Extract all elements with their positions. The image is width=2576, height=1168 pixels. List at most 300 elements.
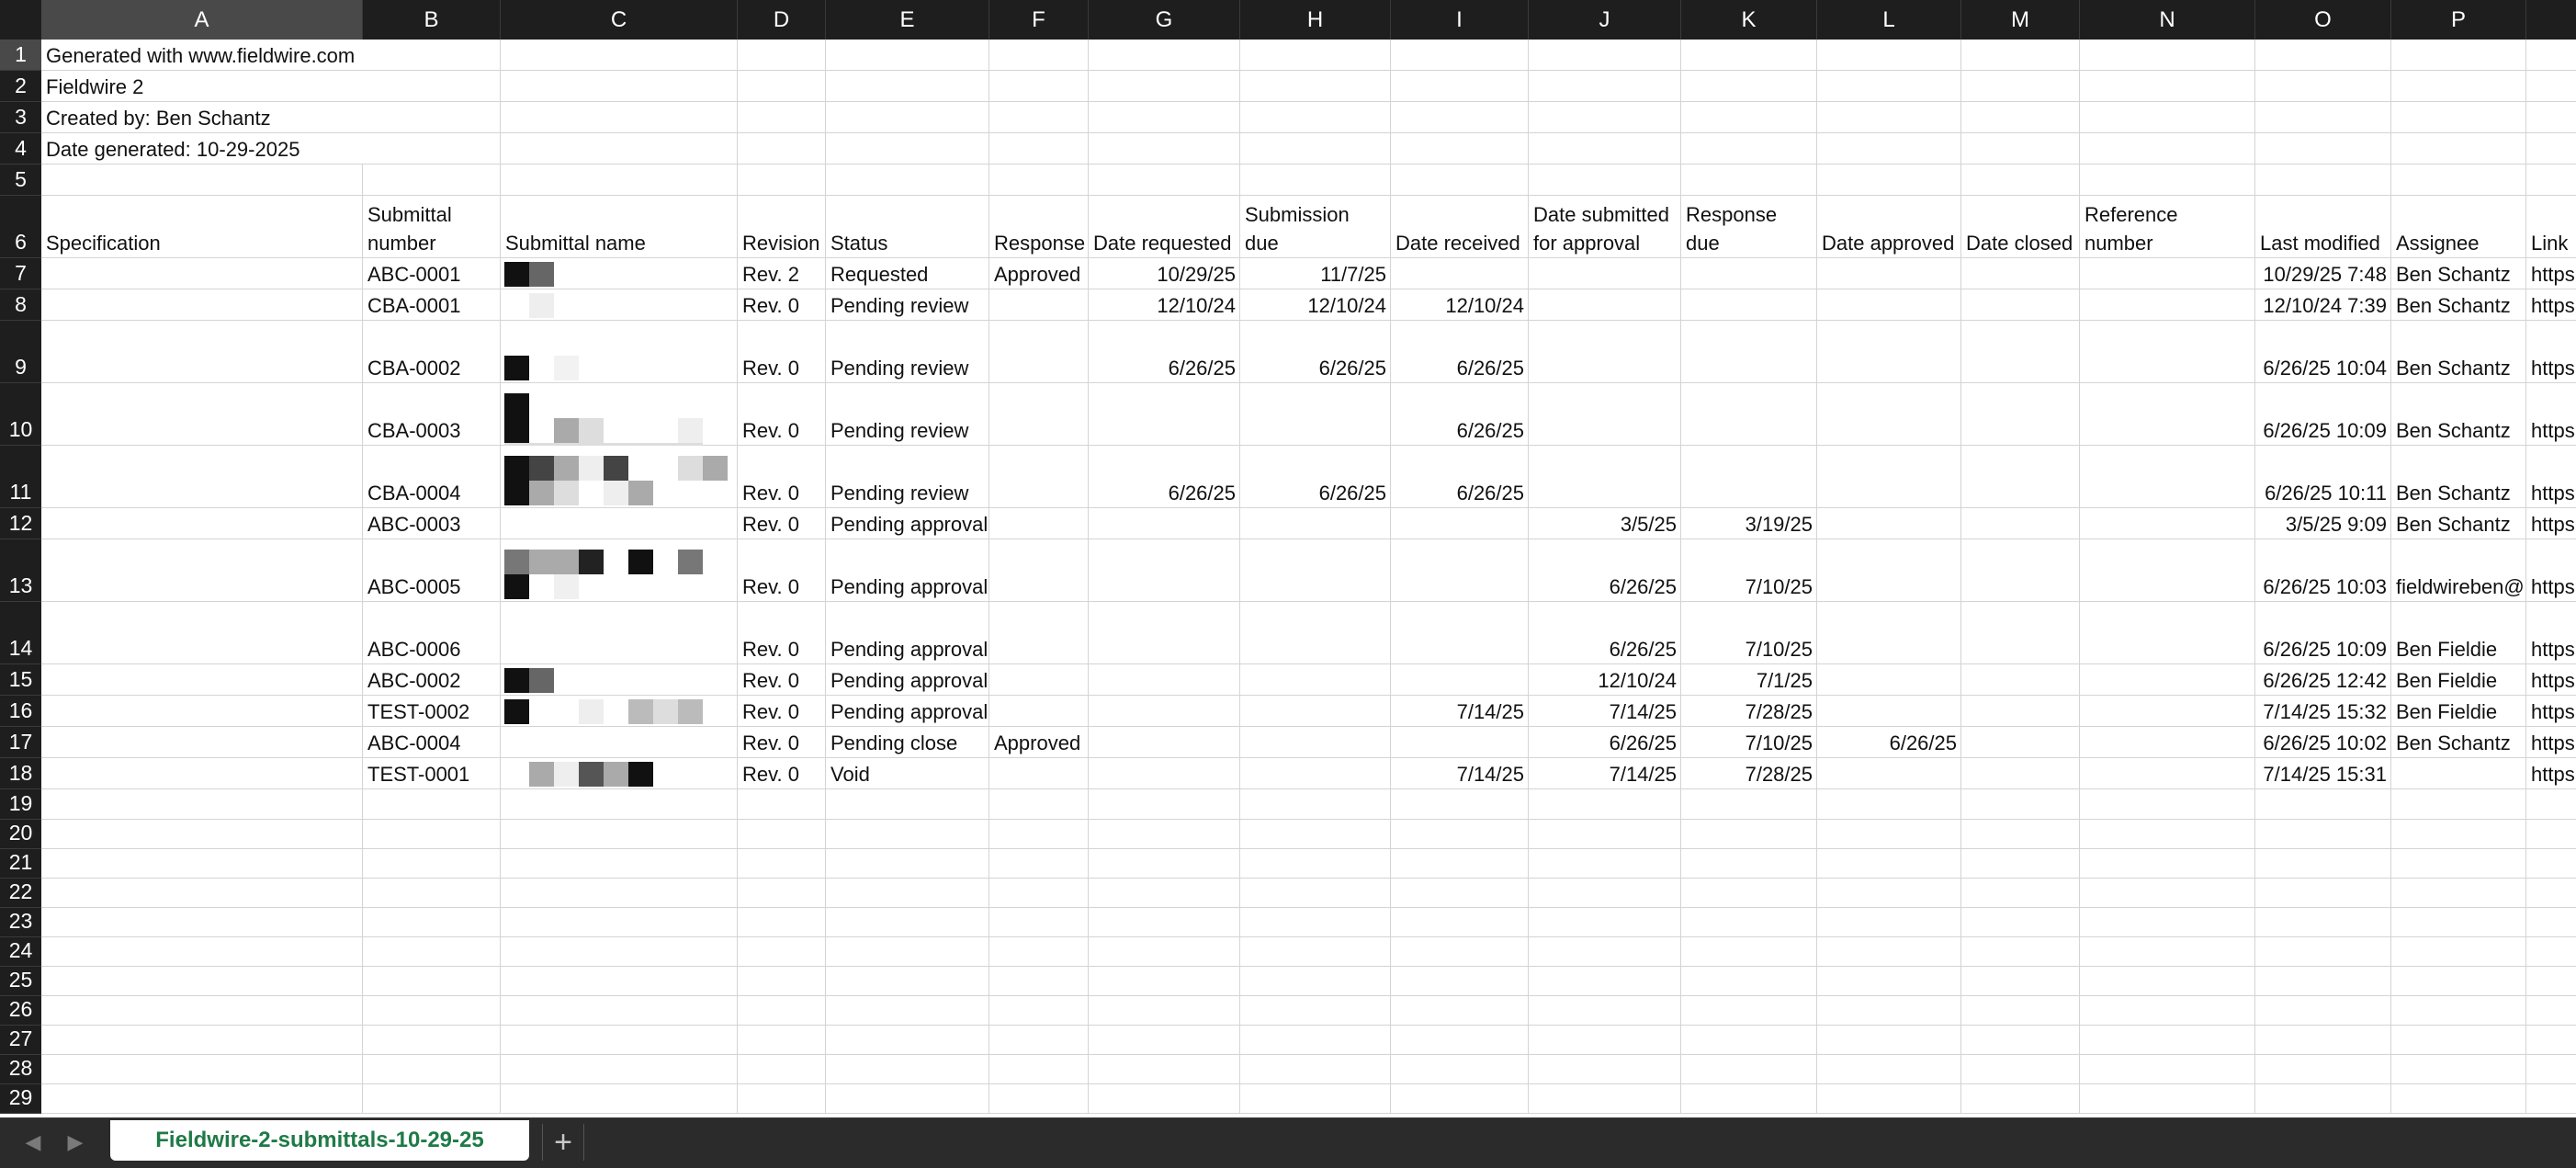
cell-B15[interactable]: ABC-0002 <box>363 664 501 696</box>
cell-G23[interactable] <box>1089 908 1240 937</box>
cell-Q2[interactable] <box>2526 71 2576 102</box>
cell-J9[interactable] <box>1529 321 1681 383</box>
cell-I20[interactable] <box>1391 820 1529 849</box>
row-header-10[interactable]: 10 <box>0 383 41 446</box>
cell-L15[interactable] <box>1817 664 1961 696</box>
column-header-O[interactable]: O <box>2255 0 2391 40</box>
cell-B21[interactable] <box>363 849 501 879</box>
row-header-13[interactable]: 13 <box>0 539 41 602</box>
cell-O24[interactable] <box>2255 937 2391 967</box>
cell-E3[interactable] <box>826 102 989 133</box>
cell-P4[interactable] <box>2391 133 2526 164</box>
cell-E26[interactable] <box>826 996 989 1026</box>
cell-J24[interactable] <box>1529 937 1681 967</box>
cell-G16[interactable] <box>1089 696 1240 727</box>
cell-J26[interactable] <box>1529 996 1681 1026</box>
cell-O12[interactable]: 3/5/25 9:09 <box>2255 508 2391 539</box>
cell-Q1[interactable] <box>2526 40 2576 71</box>
cell-F23[interactable] <box>989 908 1089 937</box>
cell-Q22[interactable] <box>2526 879 2576 908</box>
cell-J3[interactable] <box>1529 102 1681 133</box>
cell-F5[interactable] <box>989 164 1089 196</box>
cell-A7[interactable] <box>41 258 363 289</box>
cell-P23[interactable] <box>2391 908 2526 937</box>
cell-I15[interactable] <box>1391 664 1529 696</box>
column-header-N[interactable]: N <box>2080 0 2255 40</box>
cell-N29[interactable] <box>2080 1084 2255 1114</box>
row-header-23[interactable]: 23 <box>0 908 41 937</box>
cell-A17[interactable] <box>41 727 363 758</box>
cell-L11[interactable] <box>1817 446 1961 508</box>
cell-I1[interactable] <box>1391 40 1529 71</box>
cell-F1[interactable] <box>989 40 1089 71</box>
cell-K13[interactable]: 7/10/25 <box>1681 539 1817 602</box>
cell-F4[interactable] <box>989 133 1089 164</box>
cell-O22[interactable] <box>2255 879 2391 908</box>
cell-E21[interactable] <box>826 849 989 879</box>
cell-I16[interactable]: 7/14/25 <box>1391 696 1529 727</box>
cell-H16[interactable] <box>1240 696 1391 727</box>
cell-G13[interactable] <box>1089 539 1240 602</box>
cell-Q6[interactable]: Link <box>2526 196 2576 258</box>
cell-F3[interactable] <box>989 102 1089 133</box>
cell-P16[interactable]: Ben Fieldie <box>2391 696 2526 727</box>
cell-N14[interactable] <box>2080 602 2255 664</box>
cell-M6[interactable]: Date closed <box>1961 196 2080 258</box>
cell-J5[interactable] <box>1529 164 1681 196</box>
row-header-1[interactable]: 1 <box>0 40 41 71</box>
cell-M8[interactable] <box>1961 289 2080 321</box>
cell-I7[interactable] <box>1391 258 1529 289</box>
cell-J20[interactable] <box>1529 820 1681 849</box>
cell-A1[interactable]: Generated with www.fieldwire.com <box>41 40 363 71</box>
cell-L16[interactable] <box>1817 696 1961 727</box>
cell-B17[interactable]: ABC-0004 <box>363 727 501 758</box>
chevron-left-icon[interactable]: ◀ <box>25 1130 41 1153</box>
cell-Q23[interactable] <box>2526 908 2576 937</box>
cell-D7[interactable]: Rev. 2 <box>738 258 826 289</box>
cell-J10[interactable] <box>1529 383 1681 446</box>
cell-G26[interactable] <box>1089 996 1240 1026</box>
cell-M20[interactable] <box>1961 820 2080 849</box>
cell-Q19[interactable] <box>2526 789 2576 820</box>
cell-A22[interactable] <box>41 879 363 908</box>
cell-I25[interactable] <box>1391 967 1529 996</box>
column-header-I[interactable]: I <box>1391 0 1529 40</box>
cell-I24[interactable] <box>1391 937 1529 967</box>
cell-P25[interactable] <box>2391 967 2526 996</box>
cell-F13[interactable] <box>989 539 1089 602</box>
cell-Q25[interactable] <box>2526 967 2576 996</box>
cell-D17[interactable]: Rev. 0 <box>738 727 826 758</box>
row-header-12[interactable]: 12 <box>0 508 41 539</box>
cell-A9[interactable] <box>41 321 363 383</box>
cell-F20[interactable] <box>989 820 1089 849</box>
cell-I23[interactable] <box>1391 908 1529 937</box>
cell-A8[interactable] <box>41 289 363 321</box>
cell-K22[interactable] <box>1681 879 1817 908</box>
row-header-4[interactable]: 4 <box>0 133 41 164</box>
column-header-D[interactable]: D <box>738 0 826 40</box>
cell-N12[interactable] <box>2080 508 2255 539</box>
cell-M17[interactable] <box>1961 727 2080 758</box>
row-header-29[interactable]: 29 <box>0 1084 41 1114</box>
cell-K25[interactable] <box>1681 967 1817 996</box>
cell-O13[interactable]: 6/26/25 10:03 <box>2255 539 2391 602</box>
cell-K2[interactable] <box>1681 71 1817 102</box>
cell-I28[interactable] <box>1391 1055 1529 1084</box>
cell-K18[interactable]: 7/28/25 <box>1681 758 1817 789</box>
cell-C3[interactable] <box>501 102 738 133</box>
cell-H19[interactable] <box>1240 789 1391 820</box>
cell-J25[interactable] <box>1529 967 1681 996</box>
cell-D22[interactable] <box>738 879 826 908</box>
cell-G6[interactable]: Date requested <box>1089 196 1240 258</box>
column-header-H[interactable]: H <box>1240 0 1391 40</box>
cell-J29[interactable] <box>1529 1084 1681 1114</box>
cell-F9[interactable] <box>989 321 1089 383</box>
cell-N21[interactable] <box>2080 849 2255 879</box>
cell-O15[interactable]: 6/26/25 12:42 <box>2255 664 2391 696</box>
cell-O29[interactable] <box>2255 1084 2391 1114</box>
cell-Q15[interactable]: https <box>2526 664 2576 696</box>
cell-O27[interactable] <box>2255 1026 2391 1055</box>
cell-G1[interactable] <box>1089 40 1240 71</box>
cell-H15[interactable] <box>1240 664 1391 696</box>
cell-E24[interactable] <box>826 937 989 967</box>
row-header-24[interactable]: 24 <box>0 937 41 967</box>
cell-L18[interactable] <box>1817 758 1961 789</box>
cell-I26[interactable] <box>1391 996 1529 1026</box>
cell-K11[interactable] <box>1681 446 1817 508</box>
cell-B18[interactable]: TEST-0001 <box>363 758 501 789</box>
cell-A11[interactable] <box>41 446 363 508</box>
cell-B20[interactable] <box>363 820 501 849</box>
cell-H20[interactable] <box>1240 820 1391 849</box>
cell-F29[interactable] <box>989 1084 1089 1114</box>
sheet-tab-active[interactable]: Fieldwire-2-submittals-10-29-25 <box>110 1120 529 1161</box>
cell-I10[interactable]: 6/26/25 <box>1391 383 1529 446</box>
cell-A24[interactable] <box>41 937 363 967</box>
cell-D6[interactable]: Revision <box>738 196 826 258</box>
column-header-F[interactable]: F <box>989 0 1089 40</box>
cell-Q4[interactable] <box>2526 133 2576 164</box>
cell-P10[interactable]: Ben Schantz <box>2391 383 2526 446</box>
cell-H25[interactable] <box>1240 967 1391 996</box>
cell-A27[interactable] <box>41 1026 363 1055</box>
cell-C28[interactable] <box>501 1055 738 1084</box>
cell-I12[interactable] <box>1391 508 1529 539</box>
cell-L28[interactable] <box>1817 1055 1961 1084</box>
cell-D18[interactable]: Rev. 0 <box>738 758 826 789</box>
cell-M19[interactable] <box>1961 789 2080 820</box>
cell-O5[interactable] <box>2255 164 2391 196</box>
cell-H12[interactable] <box>1240 508 1391 539</box>
cell-K12[interactable]: 3/19/25 <box>1681 508 1817 539</box>
cell-M4[interactable] <box>1961 133 2080 164</box>
cell-G21[interactable] <box>1089 849 1240 879</box>
cell-I27[interactable] <box>1391 1026 1529 1055</box>
cell-B24[interactable] <box>363 937 501 967</box>
cell-Q27[interactable] <box>2526 1026 2576 1055</box>
cell-A19[interactable] <box>41 789 363 820</box>
cell-P15[interactable]: Ben Fieldie <box>2391 664 2526 696</box>
cell-E29[interactable] <box>826 1084 989 1114</box>
cell-B16[interactable]: TEST-0002 <box>363 696 501 727</box>
cell-B1[interactable] <box>363 40 501 71</box>
cell-B6[interactable]: Submittal number <box>363 196 501 258</box>
cell-C2[interactable] <box>501 71 738 102</box>
cell-E4[interactable] <box>826 133 989 164</box>
cell-P13[interactable]: fieldwireben@ <box>2391 539 2526 602</box>
cell-N15[interactable] <box>2080 664 2255 696</box>
cell-E15[interactable]: Pending approval <box>826 664 989 696</box>
cell-A20[interactable] <box>41 820 363 849</box>
row-header-5[interactable]: 5 <box>0 164 41 196</box>
cell-M16[interactable] <box>1961 696 2080 727</box>
cell-N17[interactable] <box>2080 727 2255 758</box>
cell-B27[interactable] <box>363 1026 501 1055</box>
cell-A23[interactable] <box>41 908 363 937</box>
cell-N16[interactable] <box>2080 696 2255 727</box>
cell-C17[interactable] <box>501 727 738 758</box>
cell-N10[interactable] <box>2080 383 2255 446</box>
cell-K29[interactable] <box>1681 1084 1817 1114</box>
cell-G14[interactable] <box>1089 602 1240 664</box>
cell-D11[interactable]: Rev. 0 <box>738 446 826 508</box>
cell-L27[interactable] <box>1817 1026 1961 1055</box>
cell-A16[interactable] <box>41 696 363 727</box>
cell-F24[interactable] <box>989 937 1089 967</box>
row-header-3[interactable]: 3 <box>0 102 41 133</box>
cell-G29[interactable] <box>1089 1084 1240 1114</box>
cell-F12[interactable] <box>989 508 1089 539</box>
column-header-P[interactable]: P <box>2391 0 2526 40</box>
cell-E18[interactable]: Void <box>826 758 989 789</box>
cell-K9[interactable] <box>1681 321 1817 383</box>
cell-E28[interactable] <box>826 1055 989 1084</box>
cell-P20[interactable] <box>2391 820 2526 849</box>
cell-L1[interactable] <box>1817 40 1961 71</box>
cell-K5[interactable] <box>1681 164 1817 196</box>
cell-E1[interactable] <box>826 40 989 71</box>
cell-H10[interactable] <box>1240 383 1391 446</box>
cell-L22[interactable] <box>1817 879 1961 908</box>
cell-F18[interactable] <box>989 758 1089 789</box>
cell-K17[interactable]: 7/10/25 <box>1681 727 1817 758</box>
cell-D20[interactable] <box>738 820 826 849</box>
cell-K27[interactable] <box>1681 1026 1817 1055</box>
column-header-E[interactable]: E <box>826 0 989 40</box>
cell-G18[interactable] <box>1089 758 1240 789</box>
cell-B23[interactable] <box>363 908 501 937</box>
cell-C5[interactable] <box>501 164 738 196</box>
cell-O8[interactable]: 12/10/24 7:39 <box>2255 289 2391 321</box>
cell-F21[interactable] <box>989 849 1089 879</box>
cell-M14[interactable] <box>1961 602 2080 664</box>
row-header-20[interactable]: 20 <box>0 820 41 849</box>
cell-P18[interactable] <box>2391 758 2526 789</box>
cell-H26[interactable] <box>1240 996 1391 1026</box>
cell-O11[interactable]: 6/26/25 10:11 <box>2255 446 2391 508</box>
cell-C26[interactable] <box>501 996 738 1026</box>
cell-P12[interactable]: Ben Schantz <box>2391 508 2526 539</box>
cell-I18[interactable]: 7/14/25 <box>1391 758 1529 789</box>
cell-O9[interactable]: 6/26/25 10:04 <box>2255 321 2391 383</box>
cell-B19[interactable] <box>363 789 501 820</box>
cell-M22[interactable] <box>1961 879 2080 908</box>
cell-K8[interactable] <box>1681 289 1817 321</box>
cell-F25[interactable] <box>989 967 1089 996</box>
cell-D14[interactable]: Rev. 0 <box>738 602 826 664</box>
cell-J21[interactable] <box>1529 849 1681 879</box>
cell-Q12[interactable]: https <box>2526 508 2576 539</box>
cell-I4[interactable] <box>1391 133 1529 164</box>
cell-D24[interactable] <box>738 937 826 967</box>
row-header-21[interactable]: 21 <box>0 849 41 879</box>
cell-M26[interactable] <box>1961 996 2080 1026</box>
cell-I3[interactable] <box>1391 102 1529 133</box>
cell-H5[interactable] <box>1240 164 1391 196</box>
cell-A13[interactable] <box>41 539 363 602</box>
cell-M27[interactable] <box>1961 1026 2080 1055</box>
cell-J19[interactable] <box>1529 789 1681 820</box>
cell-J28[interactable] <box>1529 1055 1681 1084</box>
cell-N7[interactable] <box>2080 258 2255 289</box>
cell-A12[interactable] <box>41 508 363 539</box>
cell-H18[interactable] <box>1240 758 1391 789</box>
cell-K1[interactable] <box>1681 40 1817 71</box>
cell-G27[interactable] <box>1089 1026 1240 1055</box>
cell-E11[interactable]: Pending review <box>826 446 989 508</box>
cell-Q21[interactable] <box>2526 849 2576 879</box>
cell-K21[interactable] <box>1681 849 1817 879</box>
cell-F17[interactable]: Approved <box>989 727 1089 758</box>
cell-E16[interactable]: Pending approval <box>826 696 989 727</box>
cell-L12[interactable] <box>1817 508 1961 539</box>
cell-E25[interactable] <box>826 967 989 996</box>
cell-E13[interactable]: Pending approval <box>826 539 989 602</box>
row-header-27[interactable]: 27 <box>0 1026 41 1055</box>
cell-H28[interactable] <box>1240 1055 1391 1084</box>
cell-H4[interactable] <box>1240 133 1391 164</box>
cell-C12[interactable] <box>501 508 738 539</box>
cell-H17[interactable] <box>1240 727 1391 758</box>
cell-G12[interactable] <box>1089 508 1240 539</box>
cell-K14[interactable]: 7/10/25 <box>1681 602 1817 664</box>
cell-L3[interactable] <box>1817 102 1961 133</box>
cell-Q5[interactable] <box>2526 164 2576 196</box>
cell-C4[interactable] <box>501 133 738 164</box>
cell-Q3[interactable] <box>2526 102 2576 133</box>
cell-J13[interactable]: 6/26/25 <box>1529 539 1681 602</box>
cell-O1[interactable] <box>2255 40 2391 71</box>
cell-N28[interactable] <box>2080 1055 2255 1084</box>
cell-K4[interactable] <box>1681 133 1817 164</box>
cell-P24[interactable] <box>2391 937 2526 967</box>
cell-Q13[interactable]: https <box>2526 539 2576 602</box>
cell-B28[interactable] <box>363 1055 501 1084</box>
cell-L4[interactable] <box>1817 133 1961 164</box>
cell-C23[interactable] <box>501 908 738 937</box>
row-header-8[interactable]: 8 <box>0 289 41 321</box>
cell-M18[interactable] <box>1961 758 2080 789</box>
cell-D9[interactable]: Rev. 0 <box>738 321 826 383</box>
cell-O17[interactable]: 6/26/25 10:02 <box>2255 727 2391 758</box>
cell-O18[interactable]: 7/14/25 15:31 <box>2255 758 2391 789</box>
cell-K28[interactable] <box>1681 1055 1817 1084</box>
cell-H9[interactable]: 6/26/25 <box>1240 321 1391 383</box>
cell-L24[interactable] <box>1817 937 1961 967</box>
cell-D13[interactable]: Rev. 0 <box>738 539 826 602</box>
cell-D19[interactable] <box>738 789 826 820</box>
cell-I9[interactable]: 6/26/25 <box>1391 321 1529 383</box>
cell-E20[interactable] <box>826 820 989 849</box>
cell-E7[interactable]: Requested <box>826 258 989 289</box>
cell-L8[interactable] <box>1817 289 1961 321</box>
cell-D10[interactable]: Rev. 0 <box>738 383 826 446</box>
cell-B25[interactable] <box>363 967 501 996</box>
cell-A6[interactable]: Specification <box>41 196 363 258</box>
cell-G17[interactable] <box>1089 727 1240 758</box>
cell-O28[interactable] <box>2255 1055 2391 1084</box>
cell-H27[interactable] <box>1240 1026 1391 1055</box>
cell-D3[interactable] <box>738 102 826 133</box>
cell-D2[interactable] <box>738 71 826 102</box>
cell-Q18[interactable]: https <box>2526 758 2576 789</box>
cell-P17[interactable]: Ben Schantz <box>2391 727 2526 758</box>
cell-G4[interactable] <box>1089 133 1240 164</box>
cell-A18[interactable] <box>41 758 363 789</box>
cell-J14[interactable]: 6/26/25 <box>1529 602 1681 664</box>
cell-Q7[interactable]: https <box>2526 258 2576 289</box>
cell-P5[interactable] <box>2391 164 2526 196</box>
column-header-J[interactable]: J <box>1529 0 1681 40</box>
cell-L20[interactable] <box>1817 820 1961 849</box>
column-header-C[interactable]: C <box>501 0 738 40</box>
cell-Q29[interactable] <box>2526 1084 2576 1114</box>
row-header-17[interactable]: 17 <box>0 727 41 758</box>
select-all-corner[interactable] <box>0 0 42 40</box>
cell-J17[interactable]: 6/26/25 <box>1529 727 1681 758</box>
cell-N26[interactable] <box>2080 996 2255 1026</box>
cell-K16[interactable]: 7/28/25 <box>1681 696 1817 727</box>
cell-C27[interactable] <box>501 1026 738 1055</box>
cell-P9[interactable]: Ben Schantz <box>2391 321 2526 383</box>
column-header-L[interactable]: L <box>1817 0 1961 40</box>
cell-L29[interactable] <box>1817 1084 1961 1114</box>
cell-J1[interactable] <box>1529 40 1681 71</box>
cell-J27[interactable] <box>1529 1026 1681 1055</box>
cell-P8[interactable]: Ben Schantz <box>2391 289 2526 321</box>
cell-D1[interactable] <box>738 40 826 71</box>
cell-C9[interactable] <box>501 321 738 383</box>
cell-O4[interactable] <box>2255 133 2391 164</box>
cell-I2[interactable] <box>1391 71 1529 102</box>
row-header-16[interactable]: 16 <box>0 696 41 727</box>
cell-J2[interactable] <box>1529 71 1681 102</box>
cell-J12[interactable]: 3/5/25 <box>1529 508 1681 539</box>
cell-M5[interactable] <box>1961 164 2080 196</box>
cell-O3[interactable] <box>2255 102 2391 133</box>
cell-O6[interactable]: Last modified <box>2255 196 2391 258</box>
cell-I17[interactable] <box>1391 727 1529 758</box>
cell-H2[interactable] <box>1240 71 1391 102</box>
cell-B8[interactable]: CBA-0001 <box>363 289 501 321</box>
cell-P29[interactable] <box>2391 1084 2526 1114</box>
cell-N4[interactable] <box>2080 133 2255 164</box>
column-header-G[interactable]: G <box>1089 0 1240 40</box>
